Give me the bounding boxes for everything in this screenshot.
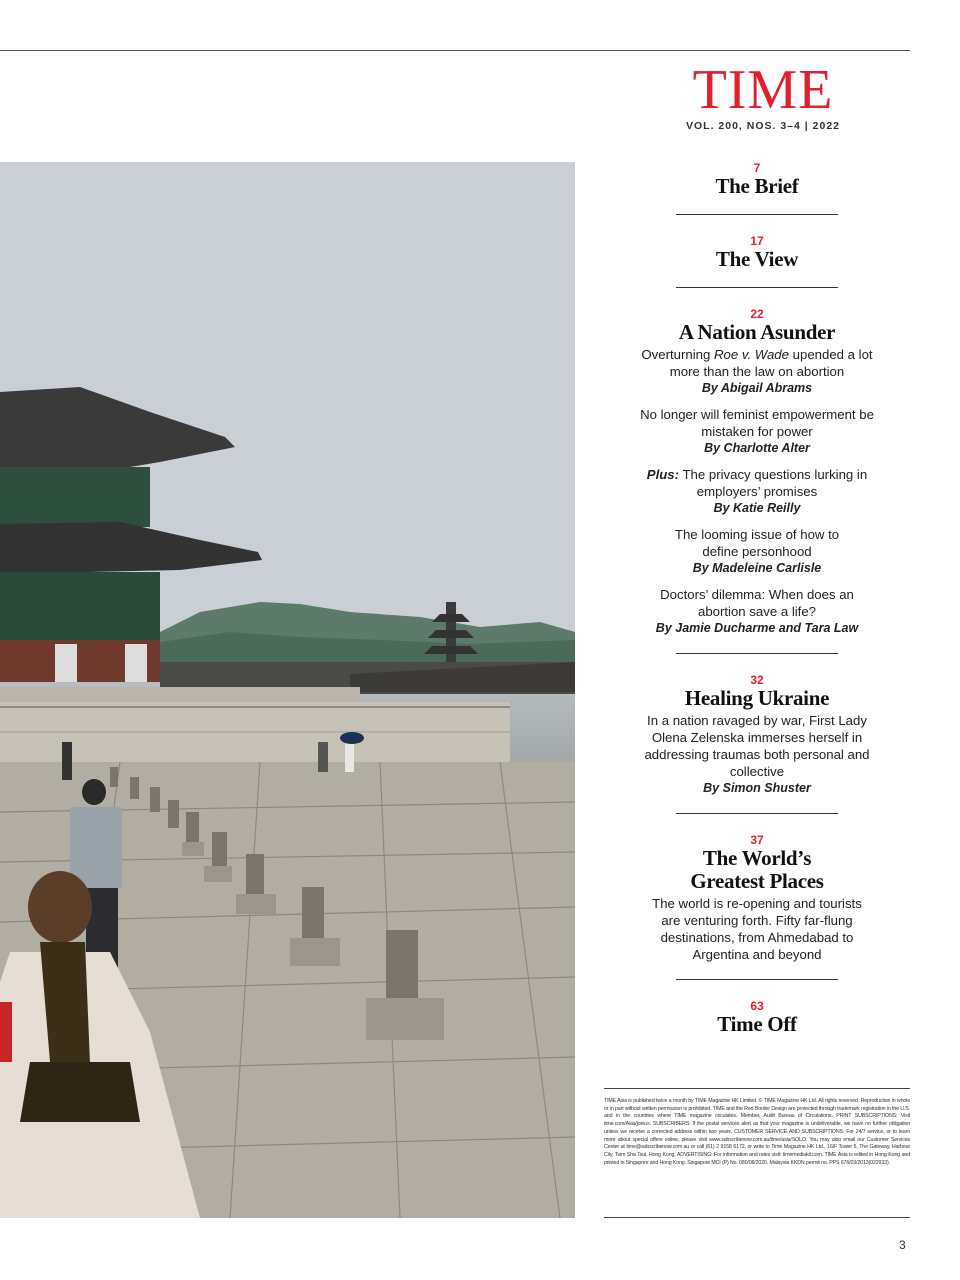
toc-entry[interactable] — [632, 712, 882, 797]
fine-print-bottom-rule — [604, 1217, 910, 1218]
entry-description: The world is re-opening and tourists are venturing forth. Fifty far-flung destinations, from Ahmedabad to Argentina and beyond — [652, 896, 862, 962]
palace-illustration — [0, 162, 575, 1218]
palace-photo — [0, 162, 575, 1218]
toc-entry[interactable] — [632, 466, 882, 517]
masthead — [640, 59, 872, 132]
entry-byline: By Abigail Abrams — [701, 381, 813, 395]
toc-section-view[interactable] — [632, 233, 882, 271]
section-title: The Brief — [715, 174, 799, 198]
section-divider — [676, 214, 838, 215]
toc-section-greatest-places[interactable] — [632, 832, 882, 963]
toc-entry[interactable] — [632, 346, 882, 397]
page-number: 22 — [750, 307, 764, 321]
plus-label: Plus: — [646, 467, 680, 482]
section-title: The World’s Greatest Places — [690, 846, 824, 893]
time-logo: TIME — [692, 59, 834, 121]
entry-byline: By Charlotte Alter — [704, 441, 810, 455]
section-title: Time Off — [717, 1012, 797, 1036]
page-folio: 3 — [899, 1238, 906, 1252]
legal-fine-print: TIME Asia is published twice a month by TIME Magazine HK Limited. © TIME Magazine HK Ltd. All rights reserved. Reproduction in whole or in part without written permission is prohibited. TIME and the Red Border Design are protected through trademark registration in the U.S. and in the countries where TIME magazine circulates. Member, Audit Bureau of Circulations. PRINT SUBSCRIPTIONS: Visit time.com/Asia/joinus. SUBSCRIBERS: If the postal services alert us that your magazine is undeliverable, we have no further obligation unless we receive a corrected address within two years. CUSTOMER SERVICE AND SUBSCRIPTIONS: For 24/7 service, or to learn more about special offers online, please visit www.subscribenow.com.au/time/asia/SOLO. You may also email our Customer Services Center at time@subscribenow.com.au or call (61) 2 9158 6172, or write to Time Magazine HK Ltd., 16/F Tower 5, The Gateway, Harbour City, Tsim Sha Tsui, Hong Kong. ADVERTISING: For information and rates visit: timemediakit.com. TIME Asia is edited in Hong Kong and printed in Singapore and Hong Kong. Singapore MCI (P) No. 080/08/2020. Malaysia KKDN permit no. PPS 676/03/2013(022933). — [604, 1098, 910, 1166]
section-title: The View — [715, 247, 799, 271]
entry-byline: By Simon Shuster — [703, 781, 811, 795]
entry-byline: By Katie Reilly — [713, 501, 801, 515]
section-divider — [676, 287, 838, 288]
section-divider — [676, 979, 838, 980]
top-rule — [0, 50, 910, 51]
entry-description: Plus: The privacy questions lurking in employers’ promises — [646, 467, 868, 499]
page-number: 63 — [750, 999, 764, 1013]
entry-description: Overturning Roe v. Wade upended a lot more than the law on abortion — [641, 347, 873, 379]
entry-description: Doctors’ dilemma: When does an abortion save a life? — [660, 587, 854, 619]
toc-entry[interactable] — [632, 406, 882, 457]
toc-section-brief[interactable] — [632, 160, 882, 198]
section-title: A Nation Asunder — [678, 320, 836, 344]
section-divider — [676, 653, 838, 654]
section-divider — [676, 813, 838, 814]
toc-entry[interactable] — [632, 586, 882, 637]
page-number: 17 — [750, 234, 764, 248]
toc-section-nation-asunder[interactable] — [632, 306, 882, 637]
page-number: 37 — [750, 833, 764, 847]
page-number: 32 — [750, 673, 764, 687]
issue-info: VOL. 200, NOS. 3–4 | 2022 — [685, 120, 840, 132]
toc-section-healing-ukraine[interactable] — [632, 672, 882, 797]
page-number: 7 — [753, 161, 761, 175]
entry-description: In a nation ravaged by war, First Lady Olena Zelenska immerses herself in addressing traumas both personal and collective — [644, 713, 870, 779]
section-title: Healing Ukraine — [684, 686, 830, 710]
table-of-contents — [632, 160, 882, 1036]
entry-byline: By Madeleine Carlisle — [692, 561, 822, 575]
fine-print-top-rule — [604, 1088, 910, 1089]
entry-description: No longer will feminist empowerment be mistaken for power — [640, 407, 874, 439]
toc-section-time-off[interactable] — [632, 998, 882, 1036]
toc-entry[interactable] — [632, 895, 882, 963]
entry-description: The looming issue of how to define personhood — [674, 527, 840, 559]
toc-entry[interactable] — [632, 526, 882, 577]
entry-byline: By Jamie Ducharme and Tara Law — [655, 621, 859, 635]
